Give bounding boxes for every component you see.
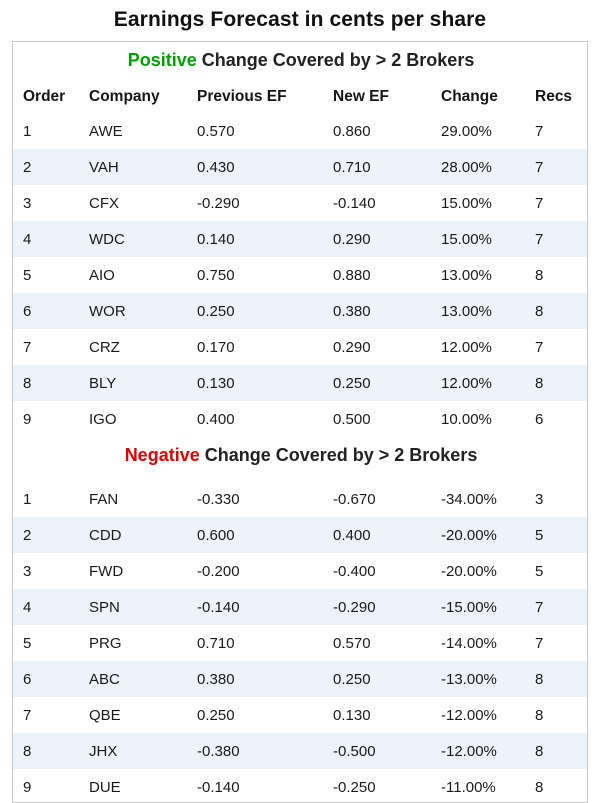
- cell-new-ef: -0.400: [333, 562, 376, 580]
- section-keyword: Negative: [124, 444, 200, 465]
- cell-change: 13.00%: [441, 266, 492, 284]
- cell-new-ef: 0.860: [333, 122, 371, 140]
- column-header-previous-ef[interactable]: Previous EF: [193, 80, 329, 113]
- column-header-order[interactable]: Order: [13, 80, 85, 113]
- cell-order: 7: [23, 338, 32, 356]
- cell-order: 9: [23, 410, 32, 428]
- cell-order: 4: [13, 589, 85, 625]
- table-row[interactable]: [13, 329, 588, 365]
- cell-recs: 8: [529, 293, 588, 329]
- table-row[interactable]: [13, 293, 588, 329]
- table-row[interactable]: [13, 401, 588, 437]
- cell-order: 4: [13, 221, 85, 257]
- cell-order: 6: [13, 661, 85, 697]
- cell-recs: 5: [535, 562, 544, 580]
- cell-previous-ef: -0.290: [197, 194, 240, 212]
- earnings-table: [13, 42, 588, 803]
- table-row[interactable]: [13, 481, 588, 517]
- cell-company: CDD: [85, 517, 193, 553]
- table-row[interactable]: [13, 589, 588, 625]
- cell-change: 15.00%: [437, 221, 529, 257]
- cell-new-ef: 0.290: [329, 221, 437, 257]
- table-row[interactable]: [13, 553, 588, 589]
- cell-new-ef: 0.500: [333, 410, 371, 428]
- table-row[interactable]: [13, 769, 588, 803]
- cell-recs: 7: [535, 194, 544, 212]
- cell-order: 3: [23, 194, 32, 212]
- cell-previous-ef: 0.570: [197, 122, 235, 140]
- cell-change: -15.00%: [437, 589, 529, 625]
- cell-previous-ef: 0.250: [193, 293, 329, 329]
- earnings-table-frame: [12, 41, 588, 803]
- cell-order: 3: [23, 562, 32, 580]
- table-row[interactable]: [13, 697, 588, 733]
- section-heading-rest: Change Covered by > 2 Brokers: [196, 49, 475, 70]
- cell-company: SPN: [85, 589, 193, 625]
- column-header-row: [13, 80, 588, 113]
- cell-change: -20.00%: [437, 517, 529, 553]
- cell-change: 29.00%: [441, 122, 492, 140]
- cell-new-ef: -0.140: [333, 194, 376, 212]
- cell-previous-ef: 0.250: [197, 706, 235, 724]
- section-heading: [13, 437, 588, 475]
- cell-change: -20.00%: [441, 562, 497, 580]
- cell-new-ef: -0.290: [329, 589, 437, 625]
- cell-change: -12.00%: [437, 733, 529, 769]
- cell-order: 2: [13, 149, 85, 185]
- cell-company: FWD: [89, 562, 124, 580]
- cell-new-ef: 0.290: [333, 338, 371, 356]
- cell-previous-ef: 0.170: [197, 338, 235, 356]
- cell-company: CRZ: [89, 338, 120, 356]
- table-row[interactable]: [13, 149, 588, 185]
- table-row[interactable]: [13, 221, 588, 257]
- cell-company: WOR: [85, 293, 193, 329]
- cell-change: 10.00%: [441, 410, 492, 428]
- cell-order: 1: [23, 490, 32, 508]
- cell-recs: 7: [535, 634, 544, 652]
- cell-change: -11.00%: [441, 778, 496, 796]
- cell-recs: 8: [535, 778, 544, 796]
- cell-company: PRG: [89, 634, 122, 652]
- cell-new-ef: 0.400: [329, 517, 437, 553]
- cell-company: IGO: [89, 410, 117, 428]
- table-row[interactable]: [13, 625, 588, 661]
- cell-previous-ef: 0.430: [193, 149, 329, 185]
- cell-new-ef: -0.500: [329, 733, 437, 769]
- cell-recs: 7: [535, 338, 544, 356]
- cell-recs: 8: [535, 266, 544, 284]
- cell-order: 7: [23, 706, 32, 724]
- cell-change: 12.00%: [437, 365, 529, 401]
- section-heading: [13, 42, 588, 80]
- cell-recs: 8: [535, 706, 544, 724]
- cell-previous-ef: 0.400: [197, 410, 235, 428]
- cell-previous-ef: 0.140: [193, 221, 329, 257]
- cell-recs: 8: [529, 661, 588, 697]
- table-row[interactable]: [13, 517, 588, 553]
- column-header-recs[interactable]: Recs: [529, 80, 588, 113]
- table-row[interactable]: [13, 257, 588, 293]
- section-heading-row: [13, 437, 588, 475]
- cell-company: CFX: [89, 194, 119, 212]
- table-row[interactable]: [13, 733, 588, 769]
- cell-new-ef: 0.570: [333, 634, 371, 652]
- cell-new-ef: 0.250: [329, 365, 437, 401]
- cell-recs: 5: [529, 517, 588, 553]
- section-heading-row: [13, 42, 588, 80]
- column-header-company[interactable]: Company: [85, 80, 193, 113]
- cell-previous-ef: -0.330: [197, 490, 240, 508]
- cell-recs: 7: [529, 149, 588, 185]
- cell-change: -12.00%: [441, 706, 497, 724]
- table-row[interactable]: [13, 185, 588, 221]
- cell-new-ef: -0.250: [333, 778, 376, 796]
- cell-company: FAN: [89, 490, 119, 508]
- cell-recs: 8: [529, 733, 588, 769]
- cell-change: -13.00%: [437, 661, 529, 697]
- cell-previous-ef: 0.600: [193, 517, 329, 553]
- cell-previous-ef: -0.200: [197, 562, 240, 580]
- page-title: Earnings Forecast in cents per share: [113, 8, 487, 31]
- cell-change: 12.00%: [441, 338, 492, 356]
- table-body: [13, 42, 588, 803]
- cell-order: 6: [13, 293, 85, 329]
- cell-previous-ef: -0.380: [193, 733, 329, 769]
- cell-recs: 3: [535, 490, 544, 508]
- cell-previous-ef: 0.710: [197, 634, 235, 652]
- cell-recs: 8: [529, 365, 588, 401]
- cell-company: DUE: [89, 778, 121, 796]
- cell-new-ef: 0.250: [329, 661, 437, 697]
- cell-order: 5: [23, 266, 32, 284]
- table-row[interactable]: [13, 661, 588, 697]
- cell-company: AWE: [89, 122, 123, 140]
- cell-new-ef: 0.880: [333, 266, 371, 284]
- cell-company: JHX: [85, 733, 193, 769]
- cell-previous-ef: -0.140: [193, 589, 329, 625]
- cell-change: 28.00%: [437, 149, 529, 185]
- cell-change: -34.00%: [441, 490, 497, 508]
- cell-company: AIO: [89, 266, 115, 284]
- section-keyword: Positive: [127, 49, 197, 70]
- cell-order: 5: [23, 634, 32, 652]
- cell-previous-ef: 0.380: [193, 661, 329, 697]
- cell-recs: 7: [535, 122, 544, 140]
- table-row[interactable]: [13, 365, 588, 401]
- cell-company: VAH: [85, 149, 193, 185]
- cell-recs: 7: [529, 589, 588, 625]
- section-heading-rest: Change Covered by > 2 Brokers: [199, 444, 478, 465]
- cell-order: 8: [13, 365, 85, 401]
- cell-company: QBE: [89, 706, 121, 724]
- cell-recs: 7: [529, 221, 588, 257]
- cell-order: 9: [23, 778, 32, 796]
- cell-company: ABC: [85, 661, 193, 697]
- column-header-change[interactable]: Change: [437, 80, 529, 113]
- cell-change: 15.00%: [441, 194, 492, 212]
- cell-change: 13.00%: [437, 293, 529, 329]
- cell-previous-ef: -0.140: [197, 778, 240, 796]
- cell-order: 8: [13, 733, 85, 769]
- cell-recs: 6: [535, 410, 544, 428]
- cell-new-ef: 0.380: [329, 293, 437, 329]
- cell-new-ef: 0.710: [329, 149, 437, 185]
- cell-order: 1: [23, 122, 32, 140]
- cell-company: BLY: [85, 365, 193, 401]
- cell-previous-ef: 0.130: [193, 365, 329, 401]
- cell-new-ef: 0.130: [333, 706, 371, 724]
- column-header-new-ef[interactable]: New EF: [329, 80, 437, 113]
- cell-order: 2: [13, 517, 85, 553]
- cell-new-ef: -0.670: [333, 490, 376, 508]
- table-row[interactable]: [13, 113, 588, 149]
- cell-previous-ef: 0.750: [197, 266, 235, 284]
- cell-company: WDC: [85, 221, 193, 257]
- cell-change: -14.00%: [441, 634, 497, 652]
